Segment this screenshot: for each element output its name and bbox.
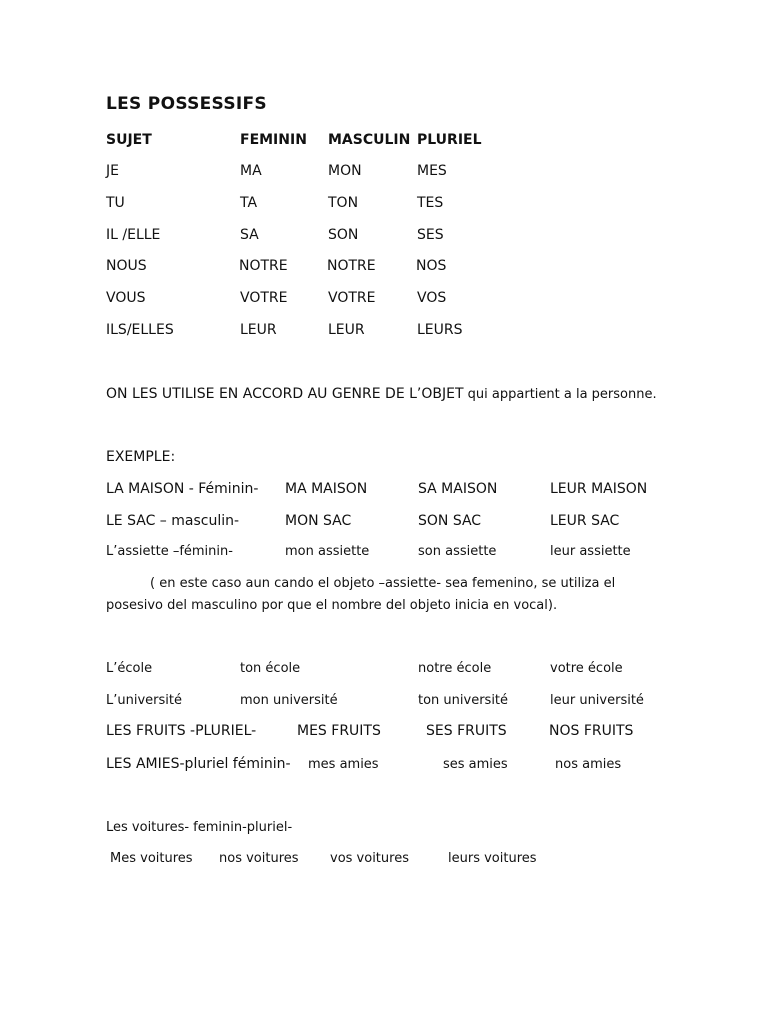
table-cell: VOS [417, 290, 447, 306]
example-cell: LES AMIES-pluriel féminin- [106, 756, 291, 772]
header-masculin: MASCULIN [328, 132, 411, 148]
header-feminin: FEMININ [240, 132, 307, 148]
table-cell: TON [328, 195, 359, 211]
rule-part-lowercase: qui appartient a la personne. [463, 387, 657, 402]
page-title: LES POSSESSIFS [106, 94, 267, 114]
example-cell: mon université [240, 693, 338, 708]
table-cell: TES [417, 195, 444, 211]
example-cell: LES FRUITS -PLURIEL- [106, 723, 257, 739]
table-cell: TA [240, 195, 258, 211]
example-cell: mes amies [308, 757, 379, 772]
table-cell: NOTRE [327, 258, 376, 274]
example-cell: SES FRUITS [426, 723, 507, 739]
table-cell: NOUS [106, 258, 147, 274]
example-cell: SON SAC [418, 513, 482, 529]
voiture-item: vos voitures [330, 851, 409, 866]
example-cell: ton université [418, 693, 509, 708]
example-cell: ton école [240, 661, 301, 676]
table-cell: LEUR [328, 322, 365, 338]
voiture-item: leurs voitures [448, 851, 537, 866]
table-cell: SES [417, 227, 444, 243]
voiture-item: nos voitures [219, 851, 299, 866]
example-cell: notre école [418, 661, 492, 676]
example-cell: LA MAISON - Féminin- [106, 481, 259, 497]
table-cell: LEUR [240, 322, 277, 338]
example-cell: leur université [550, 693, 644, 708]
example-cell: LEUR MAISON [550, 481, 648, 497]
table-cell: VOUS [106, 290, 146, 306]
table-cell: IL /ELLE [106, 227, 161, 243]
example-cell: mon assiette [285, 544, 370, 559]
example-cell: L’école [106, 661, 153, 676]
example-cell: nos amies [555, 757, 622, 772]
table-cell: LEURS [417, 322, 463, 338]
note-line-2: posesivo del masculino por que el nombre del objeto inicia en vocal). [106, 598, 558, 613]
example-cell: MES FRUITS [297, 723, 381, 739]
voitures-label: Les voitures- feminin-pluriel- [106, 820, 293, 835]
table-cell: NOS [416, 258, 447, 274]
table-cell: VOTRE [328, 290, 376, 306]
rule-part-uppercase: ON LES UTILISE EN ACCORD AU GENRE DE L’OBJET [106, 386, 464, 402]
example-cell: MA MAISON [285, 481, 368, 497]
table-cell: MON [328, 163, 362, 179]
example-cell: LEUR SAC [550, 513, 620, 529]
header-pluriel: PLURIEL [417, 132, 482, 148]
rule-sentence [106, 385, 657, 404]
example-cell: NOS FRUITS [549, 723, 634, 739]
example-cell: son assiette [418, 544, 497, 559]
table-cell: TU [106, 195, 125, 211]
table-cell: SA [240, 227, 259, 243]
example-cell: ses amies [443, 757, 508, 772]
example-cell: L’université [106, 693, 182, 708]
example-label: EXEMPLE: [106, 449, 176, 465]
table-cell: VOTRE [240, 290, 288, 306]
table-cell: NOTRE [239, 258, 288, 274]
example-cell: LE SAC – masculin- [106, 513, 240, 529]
example-cell: MON SAC [285, 513, 352, 529]
note-line-1: ( en este caso aun cando el objeto –assiette- sea femenino, se utiliza el [150, 576, 616, 591]
example-cell: L’assiette –féminin- [106, 544, 233, 559]
table-cell: MA [240, 163, 262, 179]
table-cell: ILS/ELLES [106, 322, 174, 338]
header-sujet: SUJET [106, 132, 152, 148]
voiture-item: Mes voitures [110, 851, 193, 866]
example-cell: votre école [550, 661, 623, 676]
table-cell: SON [328, 227, 359, 243]
example-cell: leur assiette [550, 544, 631, 559]
example-cell: SA MAISON [418, 481, 498, 497]
table-cell: JE [106, 163, 119, 179]
table-cell: MES [417, 163, 447, 179]
